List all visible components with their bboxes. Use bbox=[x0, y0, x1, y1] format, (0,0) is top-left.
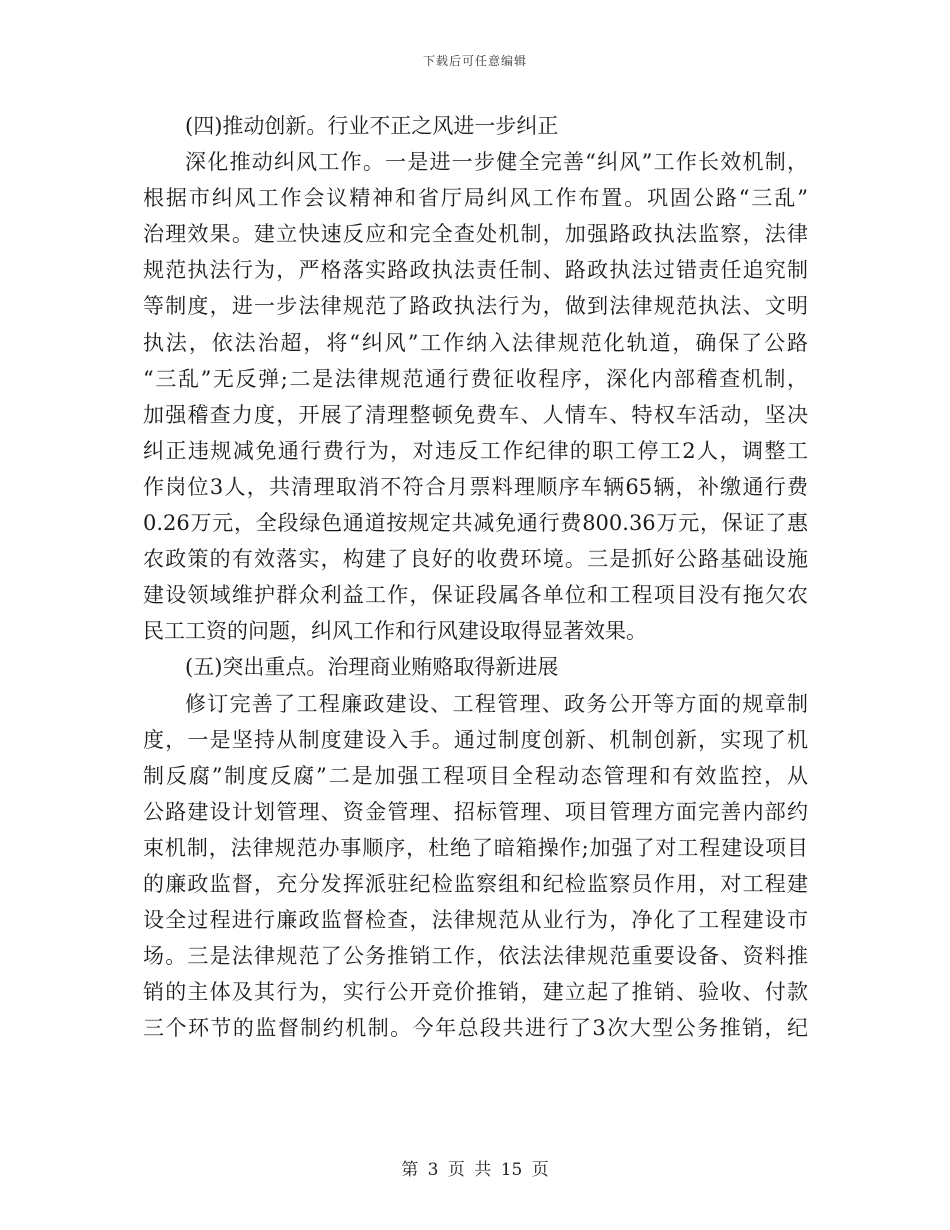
paragraph-line: 修订完善了工程廉政建设、工程管理、政务公开等方面的规章制 bbox=[185, 691, 808, 716]
paragraph-line: 0.26万元，全段绿色通道按规定共减免通行费800.36万元，保证了惠 bbox=[143, 511, 808, 536]
paragraph-line: 的廉政监督，充分发挥派驻纪检监察组和纪检监察员作用，对工程建 bbox=[143, 871, 808, 896]
paragraph-line: 三个环节的监督制约机制。今年总段共进行了3次大型公务推销，纪 bbox=[143, 1016, 808, 1041]
paragraph-line: 度，一是坚持从制度建设入手。通过制度创新、机制创新，实现了机 bbox=[143, 727, 808, 752]
document-body bbox=[143, 108, 808, 1046]
paragraph-line: 根据市纠风工作会议精神和省厅局纠风工作布置。巩固公路“三乱” bbox=[143, 186, 808, 211]
page-header: 下载后可任意编辑 bbox=[422, 54, 527, 68]
section-heading-4: (四)推动创新。行业不正之风进一步纠正 bbox=[185, 114, 559, 138]
paragraph-line: 执法，依法治超，将“纠风”工作纳入法律规范化轨道，确保了公路 bbox=[143, 330, 808, 355]
paragraph-line: 规范执法行为，严格落实路政执法责任制、路政执法过错责任追究制 bbox=[143, 258, 808, 283]
paragraph-line: 民工工资的问题，纠风工作和行风建设取得显著效果。 bbox=[143, 619, 647, 644]
paragraph-line: “三乱”无反弹;二是法律规范通行费征收程序，深化内部稽查机制， bbox=[143, 366, 808, 391]
paragraph-line: 制反腐”制度反腐”二是加强工程项目全程动态管理和有效监控，从 bbox=[143, 763, 808, 788]
paragraph-line: 纠正违规减免通行费行为，对违反工作纪律的职工停工2人，调整工 bbox=[143, 438, 808, 463]
paragraph-line: 作岗位3人，共清理取消不符合月票料理顺序车辆65辆，补缴通行费 bbox=[143, 474, 808, 499]
paragraph-line: 束机制，法律规范办事顺序，杜绝了暗箱操作;加强了对工程建设项目 bbox=[143, 835, 808, 860]
paragraph-line: 公路建设计划管理、资金管理、招标管理、项目管理方面完善内部约 bbox=[143, 799, 808, 824]
section-heading-5: (五)突出重点。治理商业贿赂取得新进展 bbox=[185, 655, 559, 680]
paragraph-line: 设全过程进行廉政监督检查，法律规范从业行为，净化了工程建设市 bbox=[143, 908, 808, 933]
paragraph-line: 建设领域维护群众利益工作，保证段属各单位和工程项目没有拖欠农 bbox=[143, 583, 808, 608]
paragraph-line: 农政策的有效落实，构建了良好的收费环境。三是抓好公路基础设施 bbox=[143, 547, 808, 572]
paragraph-line: 治理效果。建立快速反应和完全查处机制，加强路政执法监察，法律 bbox=[143, 222, 808, 247]
paragraph-line: 场。三是法律规范了公务推销工作，依法法律规范重要设备、资料推 bbox=[143, 944, 808, 969]
paragraph-line: 等制度，进一步法律规范了路政执法行为，做到法律规范执法、文明 bbox=[143, 294, 808, 319]
paragraph-line: 加强稽查力度，开展了清理整顿免费车、人情车、特权车活动，坚决 bbox=[143, 402, 808, 427]
page-number-footer: 第 3 页 共 15 页 bbox=[401, 1160, 549, 1180]
paragraph-line: 深化推动纠风工作。一是进一步健全完善“纠风”工作长效机制， bbox=[185, 150, 808, 175]
paragraph-line: 销的主体及其行为，实行公开竞价推销，建立起了推销、验收、付款 bbox=[143, 980, 808, 1005]
